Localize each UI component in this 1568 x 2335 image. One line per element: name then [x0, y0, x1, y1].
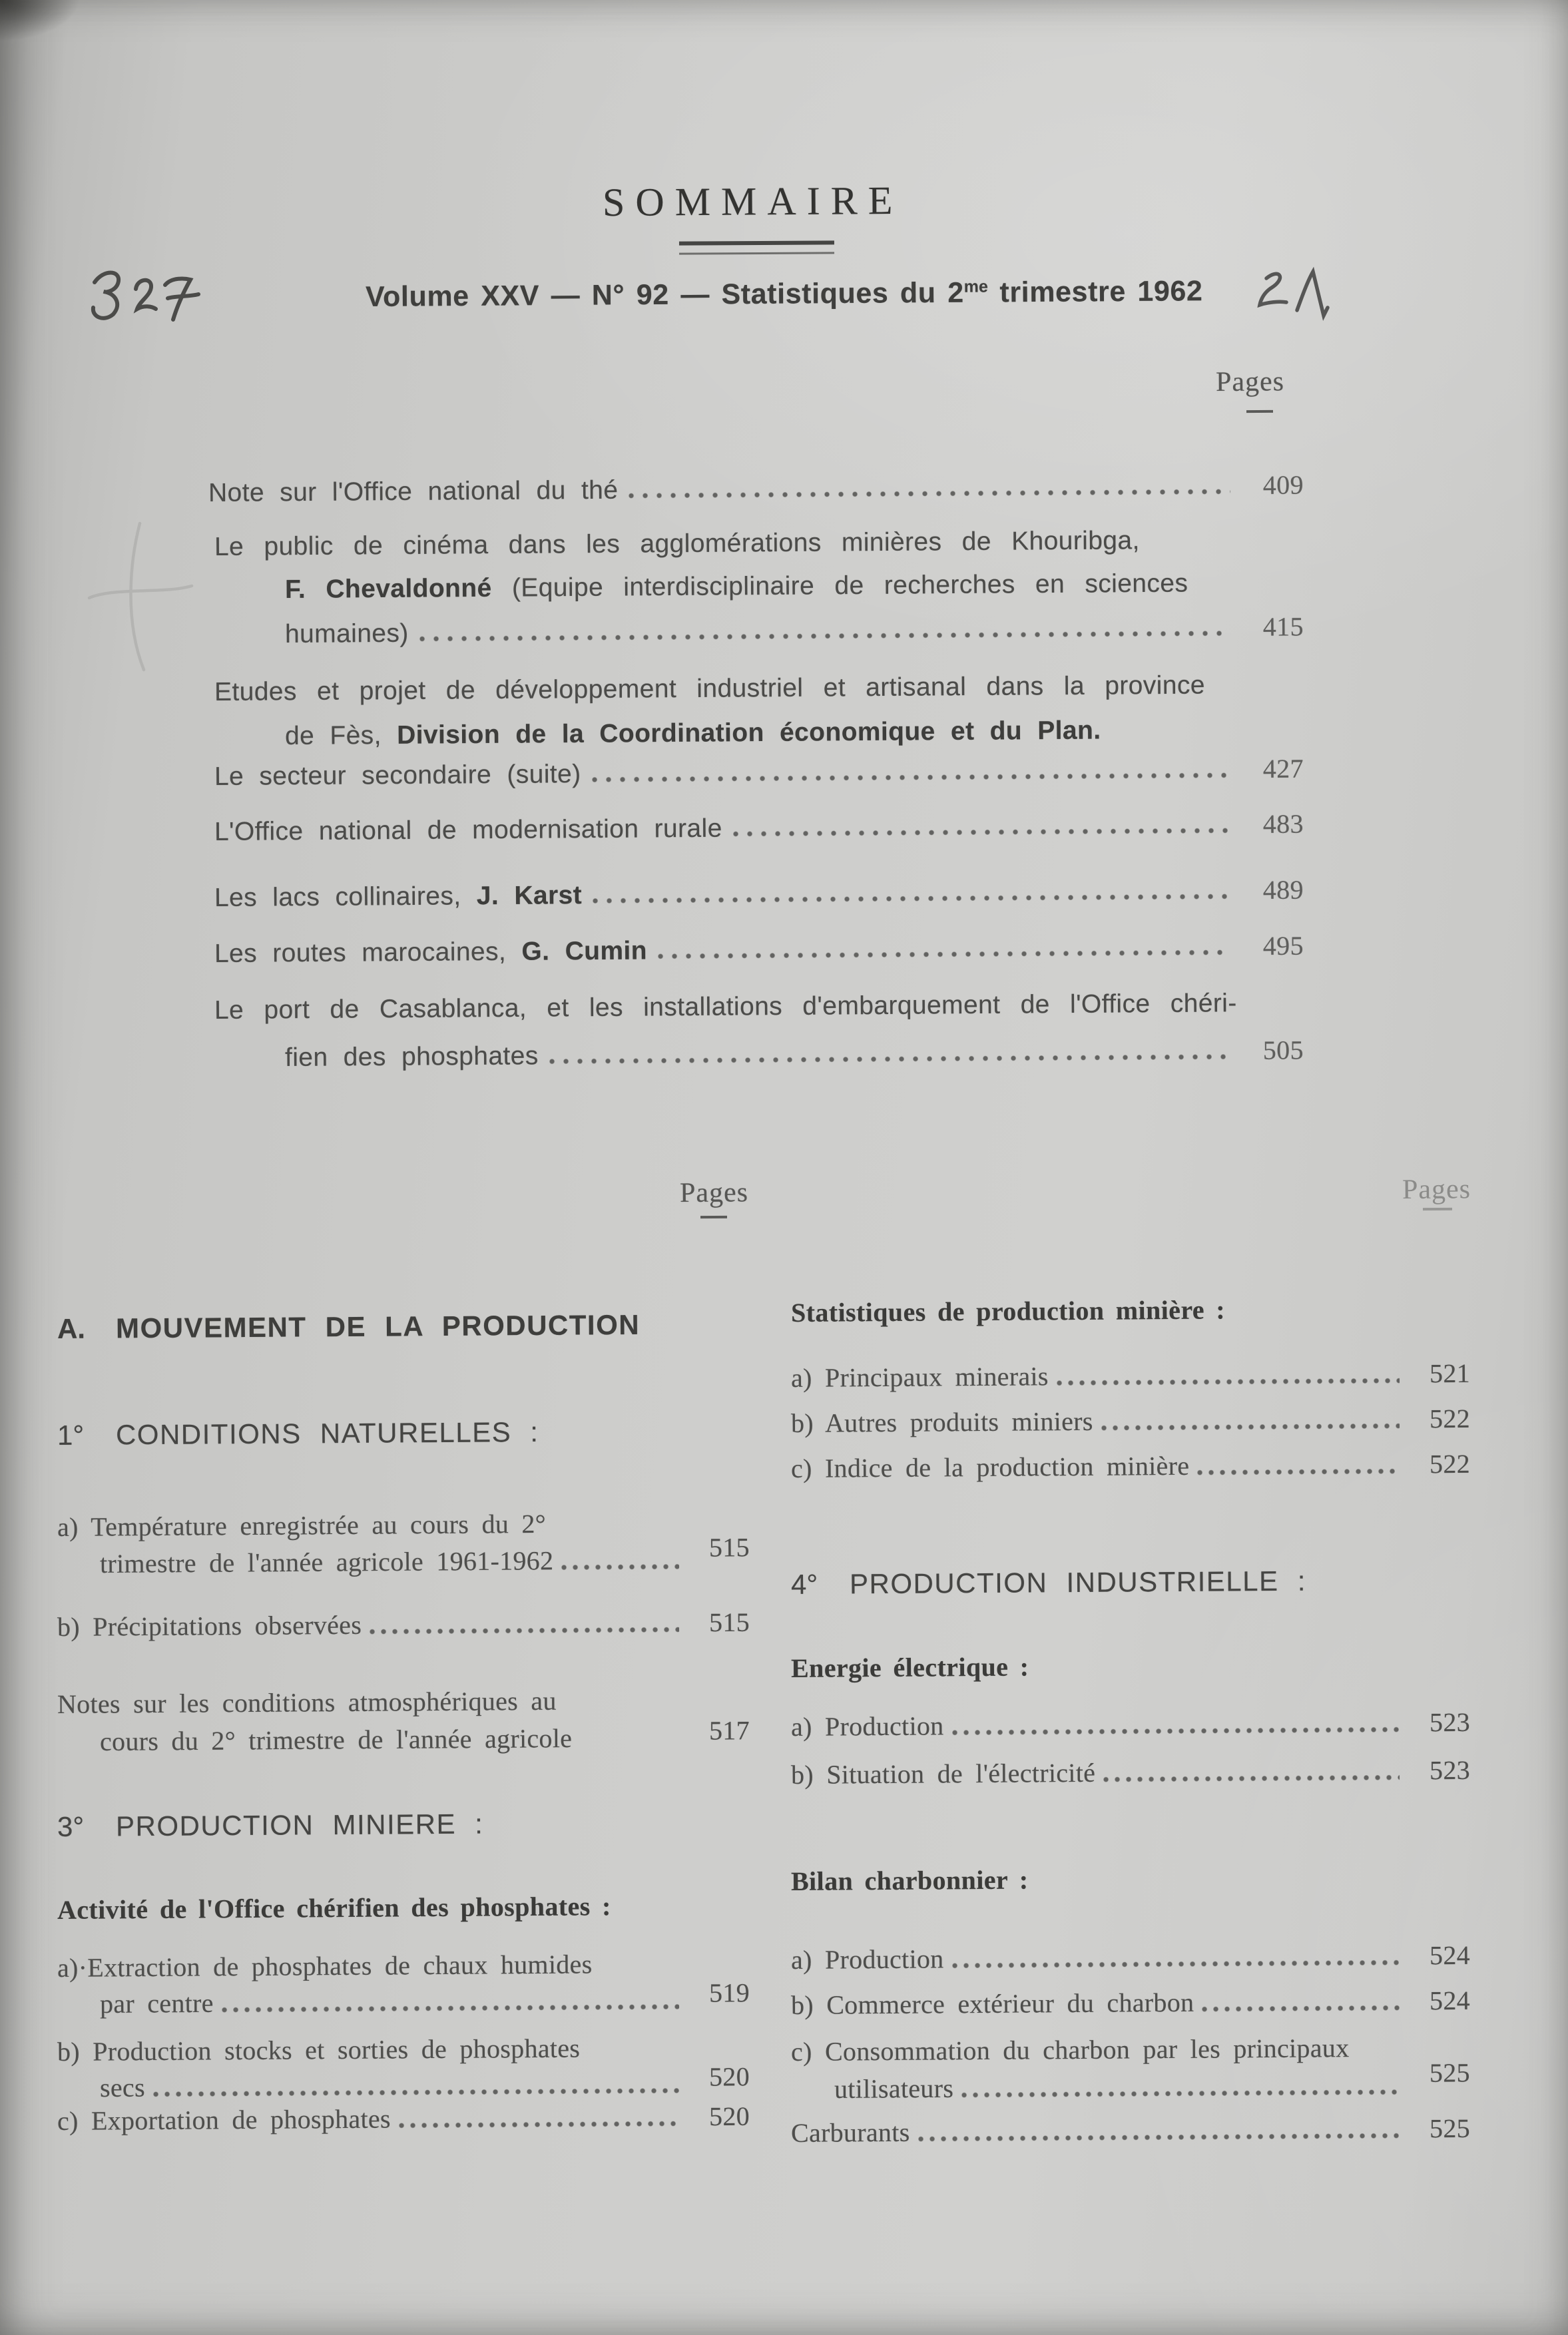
page-number: 517 — [708, 1715, 750, 1746]
index-item — [99, 2061, 750, 2103]
toc-entry — [208, 469, 1304, 508]
page-number: 525 — [1429, 2113, 1471, 2144]
toc-entry — [214, 753, 1304, 792]
dot-leader — [961, 2089, 1400, 2099]
toc-entry-text: de Fès, — [284, 720, 397, 750]
index-item — [791, 1706, 1470, 1742]
section-heading-1 — [57, 1416, 539, 1451]
page-number: 515 — [708, 1532, 750, 1563]
toc-entry-line — [285, 716, 1101, 751]
section-title: PRODUCTION INDUSTRIELLE : — [849, 1565, 1307, 1600]
author-name: G. Cumin — [521, 936, 648, 966]
index-item-text: b) Autres produits miniers — [790, 1406, 1093, 1438]
toc-entry — [214, 808, 1304, 847]
dot-leader — [733, 827, 1230, 837]
dot-leader — [1101, 1423, 1400, 1431]
page-number: 415 — [1262, 611, 1304, 642]
dot-leader — [592, 772, 1231, 783]
section-number: 3° — [57, 1810, 85, 1842]
section-heading-a — [57, 1309, 640, 1345]
handwritten-folio-327 — [85, 265, 208, 328]
page-number: 489 — [1262, 874, 1304, 906]
toc-entry-line: Le public de cinéma dans les agglomérations minières de Khouribga, — [214, 526, 1140, 561]
index-item — [791, 1754, 1470, 1790]
index-item — [99, 1532, 750, 1579]
page-number: 505 — [1262, 1035, 1304, 1065]
subsection-heading: Energie électrique : — [790, 1651, 1029, 1683]
section-title: MOUVEMENT DE LA PRODUCTION — [115, 1308, 641, 1344]
index-item-text: trimestre de l'année agricole 1961-1962 — [99, 1545, 554, 1579]
dot-leader — [399, 2120, 679, 2129]
page-number: 427 — [1262, 753, 1304, 784]
toc-entry-text: Note sur l'Office national du thé — [208, 475, 619, 507]
page-number: 409 — [1262, 469, 1304, 500]
toc-entry — [214, 930, 1304, 969]
toc-entry-text: Le secteur secondaire (suite) — [214, 760, 581, 791]
toc-entry-text — [214, 881, 582, 913]
subsection-heading: Bilan charbonnier : — [790, 1864, 1029, 1896]
division-name: Division de la Coordination économique et du Plan. — [396, 716, 1101, 750]
pages-dash — [1423, 1208, 1452, 1210]
toc-entry-line: Le port de Casablanca, et les installations d'embarquement de l'Office chéri- — [214, 989, 1237, 1025]
toc-entry-text: humaines) — [284, 619, 409, 649]
index-item — [57, 1607, 750, 1643]
section-number: 4° — [790, 1568, 818, 1600]
toc-entry-text: fien des phosphates — [284, 1041, 539, 1072]
toc-entry — [285, 611, 1304, 649]
index-item-text: cours du 2° trimestre de l'année agricole — [99, 1723, 573, 1756]
section-letter: A. — [57, 1312, 86, 1344]
volume-superscript: me — [963, 277, 988, 296]
dot-leader — [222, 2003, 679, 2013]
index-item — [791, 2113, 1470, 2149]
page-number: 525 — [1429, 2057, 1471, 2088]
toc-entry-text — [214, 936, 647, 969]
page-number: 524 — [1429, 1985, 1471, 2016]
volume-subtitle — [366, 275, 1203, 314]
pages-header-top: Pages — [1215, 366, 1285, 397]
subsection-heading: Activité de l'Office chérifien des phosphates : — [57, 1891, 611, 1925]
index-item-line: a)·Extraction de phosphates de chaux humides — [57, 1949, 593, 1983]
page-number: 519 — [708, 1977, 750, 2008]
dot-leader — [1202, 2005, 1400, 2013]
toc-entry-text: (Equipe interdisciplinaire de recherches en sciences — [491, 569, 1188, 603]
page-number: 521 — [1429, 1358, 1471, 1389]
page-number: 495 — [1262, 930, 1304, 961]
page-title: SOMMAIRE — [602, 178, 904, 224]
dot-leader — [549, 1053, 1230, 1065]
dot-leader — [918, 2133, 1400, 2143]
index-item-text: par centre — [99, 1987, 214, 2019]
section-heading-3 — [57, 1808, 484, 1843]
dot-leader — [561, 1563, 679, 1571]
title-underline-rule — [679, 240, 834, 254]
index-item-line: a) Température enregistrée au cours du 2° — [57, 1508, 547, 1542]
toc-entry — [214, 874, 1304, 913]
volume-suffix: trimestre 1962 — [987, 275, 1203, 309]
toc-entry-text: L'Office national de modernisation rurale — [214, 814, 722, 846]
pages-header-right-column: Pages — [1402, 1174, 1471, 1205]
dot-leader — [952, 1959, 1400, 1969]
spacer — [572, 1746, 688, 1747]
index-item-text: secs — [99, 2072, 145, 2103]
page-number: 523 — [1429, 1706, 1471, 1738]
dot-leader — [1103, 1774, 1400, 1783]
index-item-text: b) Commerce extérieur du charbon — [790, 1987, 1194, 2020]
author-name: J. Karst — [476, 881, 583, 911]
pages-dash — [700, 1216, 727, 1218]
index-item-text: c) Exportation de phosphates — [57, 2103, 391, 2136]
section-title: PRODUCTION MINIERE : — [115, 1808, 484, 1842]
index-item — [791, 1448, 1470, 1484]
author-name: F. Chevaldonné — [284, 573, 492, 604]
section-heading-4 — [791, 1565, 1306, 1601]
dot-leader — [370, 1626, 679, 1635]
index-item — [791, 1940, 1470, 1975]
page-number: 520 — [708, 2101, 750, 2132]
page-number: 523 — [1429, 1754, 1471, 1786]
dot-leader — [658, 949, 1230, 959]
pages-dash — [1246, 410, 1273, 413]
index-item-text: a) Production — [790, 1710, 944, 1742]
section-title: CONDITIONS NATURELLES : — [115, 1416, 539, 1451]
toc-entry-line — [285, 569, 1188, 605]
index-item — [99, 1977, 750, 2019]
index-item — [791, 1985, 1470, 2021]
index-item-line: Notes sur les conditions atmosphériques au — [57, 1685, 557, 1719]
index-item — [57, 2101, 750, 2137]
index-item — [99, 1715, 750, 1757]
dot-leader — [419, 630, 1230, 643]
page-number: 524 — [1429, 1940, 1471, 1971]
index-item-text: c) Indice de la production minière — [790, 1450, 1190, 1483]
page-number: 522 — [1429, 1403, 1471, 1434]
volume-text: Volume XXV — N° 92 — Statistiques du 2 — [365, 276, 964, 313]
scan-corner-shadow — [0, 0, 80, 41]
index-item-line: b) Production stocks et sorties de phosphates — [57, 2033, 581, 2067]
dot-leader — [1197, 1468, 1400, 1476]
index-item-text: b) Situation de l'électricité — [790, 1757, 1096, 1790]
page-number: 522 — [1429, 1448, 1471, 1479]
index-item-text: a) Principaux minerais — [790, 1361, 1049, 1393]
toc-entry-line: Etudes et projet de développement industriel et artisanal dans la province — [214, 670, 1206, 706]
pencil-cross-mark — [84, 519, 200, 676]
toc-entry — [285, 1034, 1304, 1073]
index-item-text: b) Précipitations observées — [57, 1609, 362, 1642]
dot-leader — [153, 2087, 679, 2098]
pages-header-left-column: Pages — [679, 1177, 749, 1208]
index-item — [791, 1358, 1470, 1394]
index-item-text: a) Production — [790, 1944, 944, 1975]
toc-entry-text: Les routes marocaines, — [214, 937, 522, 968]
index-item-text: Carburants — [790, 2117, 910, 2148]
dot-leader — [952, 1726, 1400, 1736]
index-item — [791, 1403, 1470, 1439]
handwritten-initials — [1252, 266, 1348, 336]
dot-leader — [629, 488, 1230, 499]
page-number: 483 — [1262, 808, 1304, 840]
page-number: 520 — [708, 2061, 750, 2092]
index-item-line: c) Consommation du charbon par les principaux — [790, 2033, 1350, 2067]
section-number: 1° — [57, 1419, 85, 1451]
subsection-heading: Statistiques de production minière : — [790, 1294, 1226, 1328]
index-item-text: utilisateurs — [834, 2073, 954, 2104]
toc-entry-text: Les lacs collinaires, — [214, 882, 477, 912]
index-item — [834, 2057, 1471, 2105]
dot-leader — [1057, 1378, 1400, 1387]
page-number: 515 — [708, 1607, 750, 1638]
dot-leader — [593, 893, 1230, 904]
